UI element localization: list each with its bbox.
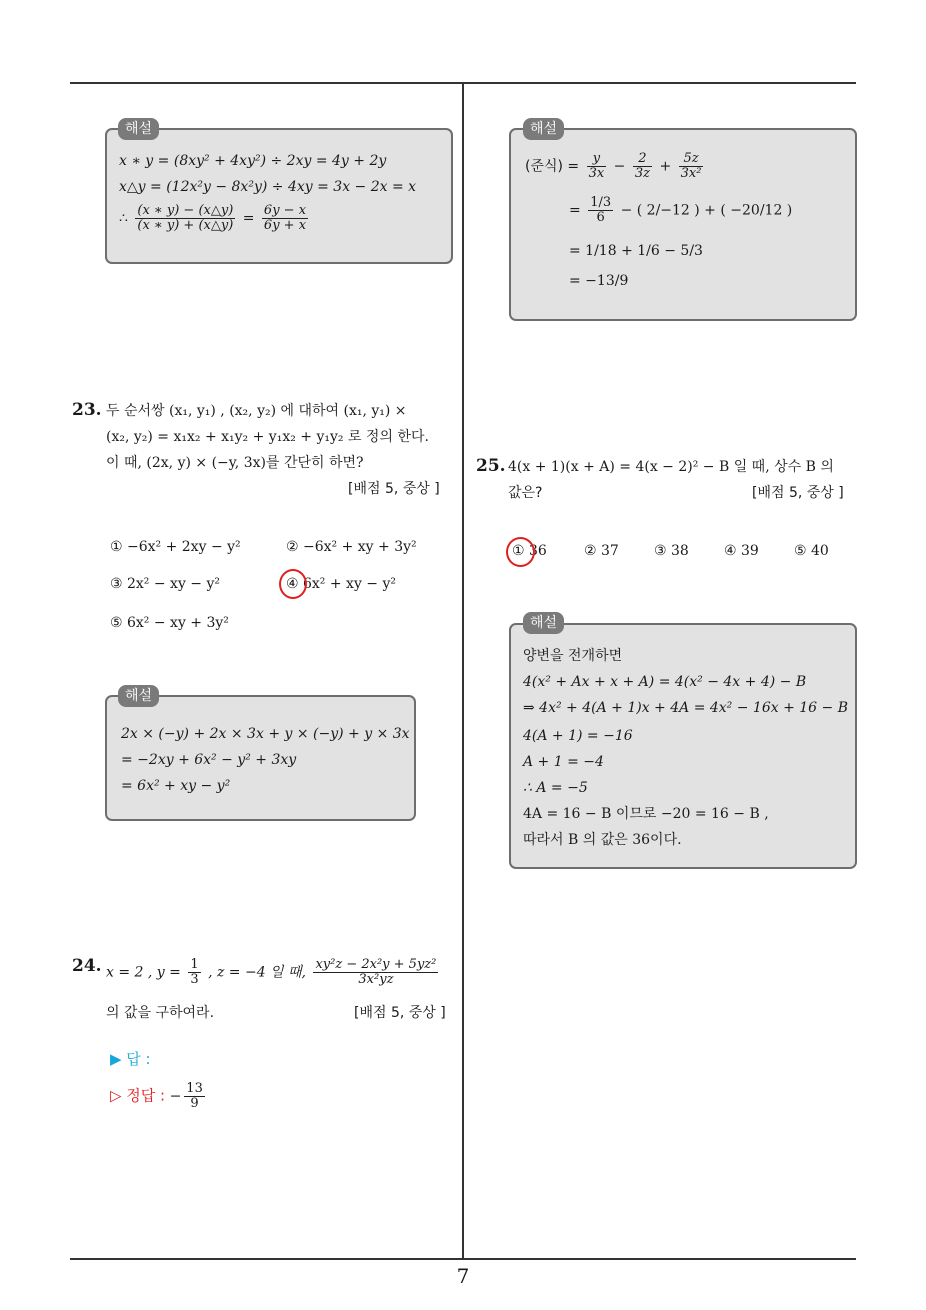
column-divider	[462, 83, 464, 1258]
box4-line-3: ⇒ 4x² + 4(A + 1)x + 4A = 4x² − 16x + 16 − B	[523, 700, 849, 716]
question-23-line-3: 이 때, (2x, y) × (−y, 3x)를 간단히 하면?	[106, 455, 364, 471]
box3-line-2: = −2xy + 6x² − y² + 3xy	[121, 752, 297, 768]
box4-line-1: 양변을 전개하면	[523, 648, 623, 664]
q25-choice-1[interactable]: ① 36	[512, 543, 547, 559]
box3-line-1: 2x × (−y) + 2x × 3x + y × (−y) + y × 3x	[121, 726, 410, 742]
question-25-number: 25.	[476, 456, 506, 476]
box2-line-2: = $\frac{1/3}{6}$ − ( 2/−12 ) + ( −20/12 )	[569, 195, 793, 225]
box2-line-1: (준식) = $\frac{y}{3x}$ − $\frac{2}{3z}$ + $\frac{5z}{\text{3x²}}$	[525, 151, 702, 181]
question-24-line-2: 의 값을 구하여라.	[106, 1005, 215, 1021]
box4-line-2: 4(x² + Ax + x + A) = 4(x² − 4x + 4) − B	[523, 674, 807, 690]
q23-choice-2[interactable]: ② −6x² + xy + 3y²	[286, 539, 417, 555]
question-23-score: [배점 5, 중상 ]	[348, 481, 440, 497]
explanation-box-3	[105, 695, 416, 821]
q23-choice-5[interactable]: ⑤ 6x² − xy + 3y²	[110, 615, 229, 631]
question-25-line-2: 값은?	[508, 485, 543, 501]
box4-line-6: ∴ A = −5	[523, 780, 588, 796]
question-23-line-2: (x₂, y₂) = x₁x₂ + x₁y₂ + y₁x₂ + y₁y₂ 로 정의 한다.	[106, 429, 429, 445]
q25-choice-4[interactable]: ④ 39	[724, 543, 759, 559]
question-24-number: 24.	[72, 956, 102, 976]
answer-input-label[interactable]: ▶ 답 :	[110, 1050, 151, 1068]
question-24-score: [배점 5, 중상 ]	[354, 1005, 446, 1021]
box1-line-2: x△y = (12x²y − 8x²y) ÷ 4xy = 3x − 2x = x	[119, 179, 417, 195]
q25-choice-3[interactable]: ③ 38	[654, 543, 689, 559]
question-25-score: [배점 5, 중상 ]	[752, 485, 844, 501]
question-24-condition: x = 2 , y = $\frac{1}{3}$ , z = −4 일 때, $\frac{\text{xy²z − 2x²y + 5yz²}}{\text{3x²yz}}$	[106, 957, 437, 987]
q25-answer-mark	[506, 537, 535, 567]
correct-answer: ▷ 정답 : − $\frac{13}{9}$	[110, 1081, 203, 1111]
box2-line-4: = −13/9	[569, 273, 629, 289]
q23-answer-mark	[279, 569, 307, 599]
q25-choice-2[interactable]: ② 37	[584, 543, 619, 559]
explanation-box-4	[509, 623, 857, 869]
explanation-tag-4: 해설	[523, 612, 564, 634]
q23-choice-1[interactable]: ① −6x² + 2xy − y²	[110, 539, 241, 555]
box3-line-3: = 6x² + xy − y²	[121, 778, 231, 794]
box4-line-8: 따라서 B 의 값은 36이다.	[523, 832, 682, 848]
box4-line-4: 4(A + 1) = −16	[523, 728, 633, 744]
question-23-number: 23.	[72, 400, 102, 420]
explanation-box-1	[105, 128, 453, 264]
box2-line-3: = 1/18 + 1/6 − 5/3	[569, 243, 703, 259]
explanation-tag-1: 해설	[118, 118, 159, 140]
box4-line-7: 4A = 16 − B 이므로 −20 = 16 − B ,	[523, 806, 769, 822]
q23-choice-4[interactable]: ④ 6x² + xy − y²	[286, 576, 397, 592]
q25-choice-5[interactable]: ⑤ 40	[794, 543, 829, 559]
page-number: 7	[456, 1264, 470, 1288]
question-23-line-1: 두 순서쌍 (x₁, y₁) , (x₂, y₂) 에 대하여 (x₁, y₁) ×	[106, 403, 407, 419]
q23-choice-3[interactable]: ③ 2x² − xy − y²	[110, 576, 221, 592]
box1-line-3: ∴ $\frac{(x ∗ y) - (x\triangle y)}{(x ∗ y) + (x\triangle y)}$ = $\frac{6y - x}{6y + x}$	[119, 203, 307, 233]
explanation-tag-3: 해설	[118, 685, 159, 707]
explanation-tag-2: 해설	[523, 118, 564, 140]
bottom-rule	[70, 1258, 856, 1260]
box4-line-5: A + 1 = −4	[523, 754, 604, 770]
box1-line-1: x ∗ y = (8xy² + 4xy²) ÷ 2xy = 4y + 2y	[119, 153, 387, 169]
explanation-box-2	[509, 128, 857, 321]
question-25-line-1: 4(x + 1)(x + A) = 4(x − 2)² − B 일 때, 상수 B 의	[508, 459, 834, 475]
